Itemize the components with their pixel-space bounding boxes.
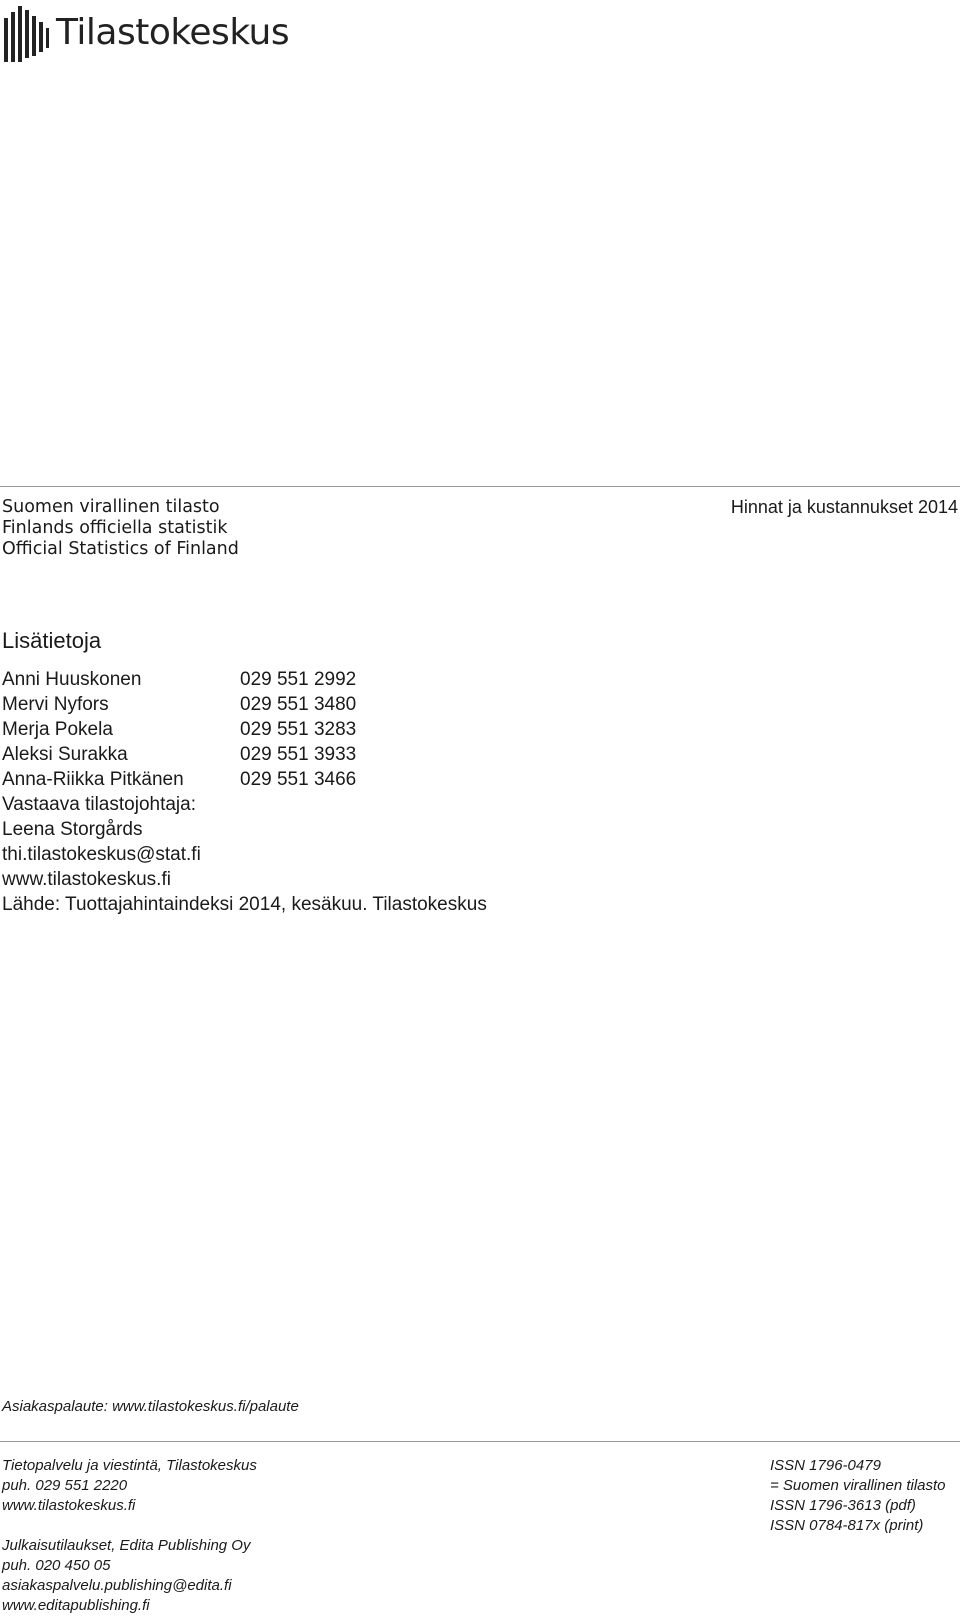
official-statistics-block	[2, 497, 239, 560]
official-statistics-en: Official Statistics of Finland	[2, 539, 239, 559]
logo-text: Tilastokeskus	[56, 12, 290, 53]
director-name: Leena Storgårds	[2, 819, 143, 840]
info-section-title: Lisätietoja	[2, 628, 102, 653]
contact-email-link[interactable]: thi.tilastokeskus@stat.fi	[2, 844, 201, 865]
contact-row	[2, 742, 487, 767]
official-statistics-fi: Suomen virallinen tilasto	[2, 497, 220, 517]
issn-line: ISSN 1796-3613 (pdf)	[770, 1497, 916, 1514]
series-title: Hinnat ja kustannukset 2014	[730, 497, 958, 517]
contact-phone: 029 551 3480	[240, 694, 357, 715]
footer-publisher: Julkaisutilaukset, Edita Publishing Oy	[2, 1537, 251, 1554]
contact-row	[2, 667, 487, 692]
contact-name: Mervi Nyfors	[2, 694, 109, 715]
contact-name: Aleksi Surakka	[2, 744, 128, 765]
footer-website-link[interactable]: www.tilastokeskus.fi	[2, 1497, 136, 1514]
contact-phone: 029 551 3933	[240, 744, 357, 765]
contacts-list	[2, 667, 487, 917]
footer-publisher-phone: puh. 020 450 05	[2, 1557, 111, 1574]
contact-phone: 029 551 3466	[240, 769, 357, 790]
footer-phone: puh. 029 551 2220	[2, 1477, 128, 1494]
contact-name: Anna-Riikka Pitkänen	[2, 769, 184, 790]
footer-right-issn	[770, 1456, 946, 1536]
contact-row	[2, 717, 487, 742]
contact-row	[2, 767, 487, 792]
footer-publisher-web-link[interactable]: www.editapublishing.fi	[2, 1597, 150, 1614]
divider-bottom	[0, 1441, 960, 1442]
footer-left	[2, 1456, 257, 1616]
footer-publisher-email-link[interactable]: asiakaspalvelu.publishing@edita.fi	[2, 1577, 232, 1594]
footer-unit: Tietopalvelu ja viestintä, Tilastokeskus	[2, 1457, 257, 1474]
tilastokeskus-logo-mark-icon	[4, 4, 50, 62]
divider-top	[0, 486, 960, 487]
contact-phone: 029 551 2992	[240, 669, 357, 690]
source-note: Lähde: Tuottajahintaindeksi 2014, kesäkuu. Tilastokeskus	[2, 894, 487, 915]
feedback-link[interactable]: Asiakaspalaute: www.tilastokeskus.fi/palaute	[2, 1398, 299, 1415]
contact-name: Anni Huuskonen	[2, 669, 142, 690]
contact-name: Merja Pokela	[2, 719, 113, 740]
logo	[4, 4, 289, 62]
website-link[interactable]: www.tilastokeskus.fi	[2, 869, 171, 890]
official-statistics-sv: Finlands officiella statistik	[2, 518, 228, 538]
issn-line: ISSN 1796-0479	[770, 1457, 881, 1474]
contact-phone: 029 551 3283	[240, 719, 357, 740]
issn-line: ISSN 0784-817x (print)	[770, 1517, 924, 1534]
director-label: Vastaava tilastojohtaja:	[2, 794, 196, 815]
contact-row	[2, 692, 487, 717]
issn-line: = Suomen virallinen tilasto	[770, 1477, 946, 1494]
footer-spacer	[2, 1516, 257, 1536]
